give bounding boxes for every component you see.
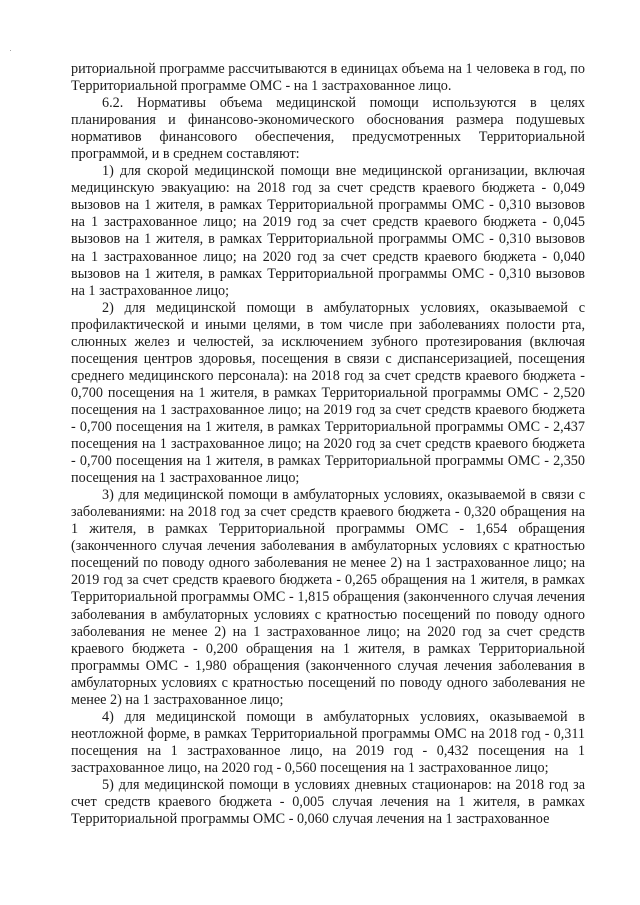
paragraph-item-5: 5) для медицинской помощи в условиях дневных стационаров: на 2018 год за счет средств краевого бюджета - 0,005 случая лечения на 1 жителя, в рамках Территориальной программы ОМС - 0,060 случая лечения на 1 застрахованное: [71, 776, 585, 828]
paragraph-item-3: 3) для медицинской помощи в амбулаторных условиях, оказываемой в связи с заболеваниями: на 2018 год за счет средств краевого бюджета - 0,320 обращения на 1 жителя, в рамках Территориальной программы ОМС - 1,654 обращения (законченного случая лечения заболевания в амбулаторных условиях с кратностью посещений по поводу одного заболевания не менее 2) на 1 застрахованное лицо; на 2019 год за счет средств краевого бюджета - 0,265 обращения на 1 жителя, в рамках Территориальной программы ОМС - 1,815 обращения (законченного случая лечения заболевания в амбулаторных условиях с кратностью посещений по поводу одного заболевания не менее 2) на 1 застрахованное лицо; на 2020 год за счет средств краевого бюджета - 0,200 обращения на 1 жителя, в рамках Территориальной программы ОМС - 1,980 обращения (законченного случая лечения заболевания в амбулаторных условиях с кратностью посещений по поводу одного заболевания не менее 2) на 1 застрахованное лицо;: [71, 487, 585, 708]
paragraph-item-4: 4) для медицинской помощи в амбулаторных условиях, оказываемой в неотложной форме, в рамках Территориальной программы ОМС на 2018 год - 0,311 посещения на 1 застрахованное лицо, на 2019 год - 0,432 посещения на 1 застрахованное лицо, на 2020 год - 0,560 посещения на 1 застрахованное лицо;: [71, 708, 585, 776]
paragraph-6-2: 6.2. Нормативы объема медицинской помощи используются в целях планирования и финансово-экономического обоснования размера подушевых нормативов финансового обеспечения, предусмотренных Территориальной программой, и в среднем составляют:: [71, 95, 585, 163]
paragraph-continuation: риториальной программе рассчитываются в единицах объема на 1 человека в год, по Территориальной программе ОМС - на 1 застрахованное лицо.: [71, 61, 585, 95]
document-body: [71, 61, 585, 828]
paragraph-item-2: 2) для медицинской помощи в амбулаторных условиях, оказываемой с профилактической и иными целями, в том числе при заболеваниях полости рта, слюнных желез и челюстей, за исключением зубного протезирования (включая посещения центров здоровья, посещения в связи с диспансеризацией, посещения среднего медицинского персонала): на 2018 год за счет средств краевого бюджета - 0,700 посещения на 1 жителя, в рамках Территориальной программы ОМС - 2,520 посещения на 1 застрахованное лицо; на 2019 год за счет средств краевого бюджета - 0,700 посещения на 1 жителя, в рамках Территориальной программы ОМС - 2,437 посещения на 1 застрахованное лицо; на 2020 год за счет средств краевого бюджета - 0,700 посещения на 1 жителя, в рамках Территориальной программы ОМС - 2,350 посещения на 1 застрахованное лицо;: [71, 299, 585, 487]
scan-speck: [10, 50, 11, 51]
paragraph-item-1: 1) для скорой медицинской помощи вне медицинской организации, включая медицинскую эвакуацию: на 2018 год за счет средств краевого бюджета - 0,049 вызовов на 1 жителя, в рамках Территориальной программы ОМС - 0,310 вызовов на 1 застрахованное лицо; на 2019 год за счет средств краевого бюджета - 0,045 вызовов на 1 жителя, в рамках Территориальной программы ОМС - 0,310 вызовов на 1 застрахованное лицо; на 2020 год за счет средств краевого бюджета - 0,040 вызовов на 1 жителя, в рамках Территориальной программы ОМС - 0,310 вызовов на 1 застрахованное лицо;: [71, 163, 585, 299]
